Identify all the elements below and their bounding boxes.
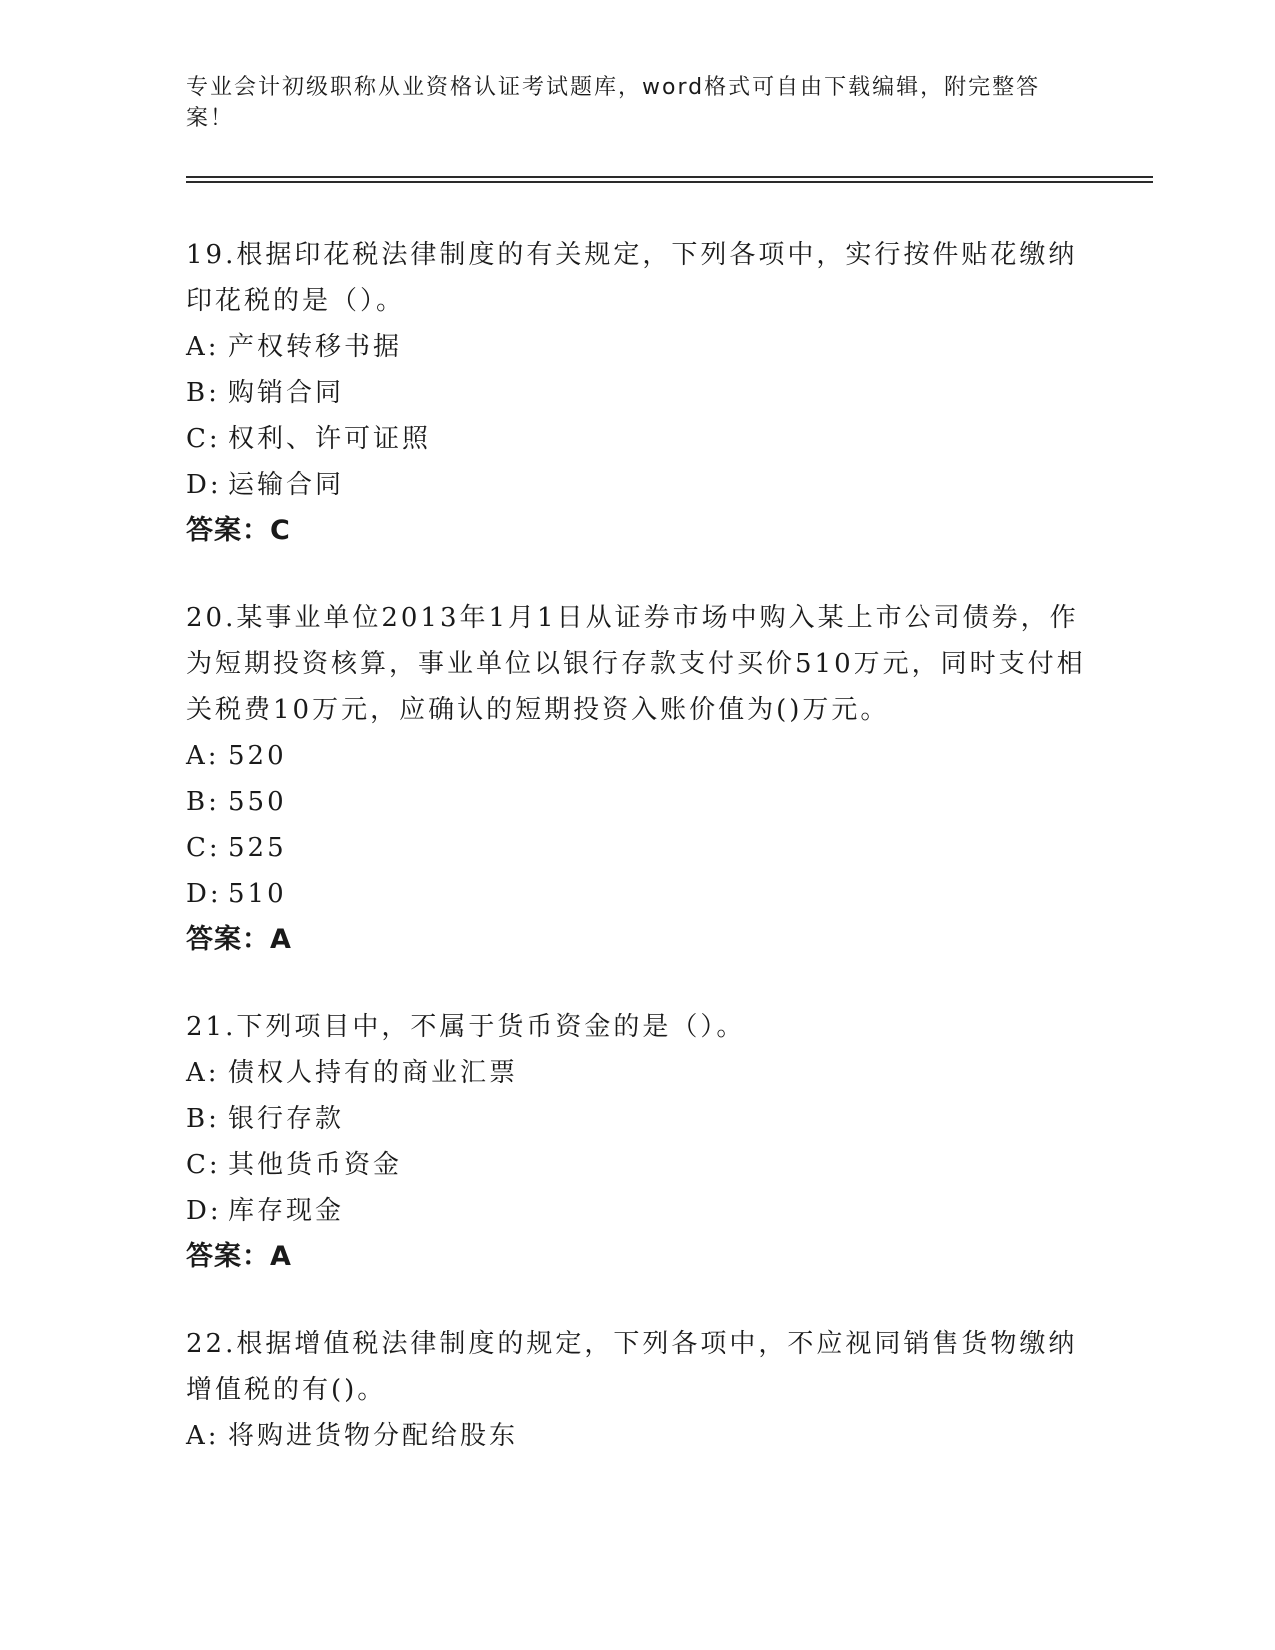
option-a: [186, 733, 1086, 779]
option-a: [186, 1050, 1086, 1096]
question-list: [186, 232, 1086, 1500]
answer: 答案：A: [186, 924, 292, 955]
question-stem: 22.根据增值税法律制度的规定，下列各项中，不应视同销售货物缴纳增值税的有()。: [186, 1329, 1078, 1405]
option-text: 购销合同: [228, 378, 345, 408]
option-letter: D:: [186, 879, 222, 909]
option-a: [186, 324, 1086, 370]
option-letter: C:: [186, 1150, 221, 1180]
question-20: [186, 595, 1086, 963]
option-d: [186, 1188, 1086, 1234]
option-text: 525: [228, 833, 287, 863]
option-b: [186, 779, 1086, 825]
answer: 答案：A: [186, 1241, 292, 1272]
option-text: 其他货币资金: [228, 1150, 403, 1180]
option-d: [186, 871, 1086, 917]
option-text: 510: [228, 879, 287, 909]
question-stem: 19.根据印花税法律制度的有关规定，下列各项中，实行按件贴花缴纳印花税的是（）。: [186, 240, 1078, 316]
option-text: 将购进货物分配给股东: [228, 1421, 519, 1451]
option-a: [186, 1413, 1086, 1459]
option-text: 520: [228, 741, 287, 771]
document-header: 专业会计初级职称从业资格认证考试题库，word格式可自由下载编辑，附完整答案！: [186, 75, 1041, 131]
option-letter: A:: [186, 1058, 220, 1088]
option-b: [186, 1096, 1086, 1142]
option-letter: B:: [186, 787, 220, 817]
option-letter: A:: [186, 332, 220, 362]
option-letter: C:: [186, 833, 221, 863]
option-letter: B:: [186, 378, 220, 408]
question-stem: 20.某事业单位2013年1月1日从证券市场中购入某上市公司债券，作为短期投资核算，事业单位以银行存款支付买价510万元，同时支付相关税费10万元，应确认的短期投资入账价值为()万元。: [186, 603, 1086, 725]
option-text: 银行存款: [228, 1104, 345, 1134]
option-text: 运输合同: [228, 470, 345, 500]
option-c: [186, 416, 1086, 462]
question-stem: 21.下列项目中，不属于货币资金的是（）。: [186, 1012, 746, 1042]
option-letter: A:: [186, 741, 220, 771]
option-letter: C:: [186, 424, 221, 454]
option-letter: A:: [186, 1421, 220, 1451]
option-letter: D:: [186, 1196, 222, 1226]
option-text: 债权人持有的商业汇票: [228, 1058, 519, 1088]
option-text: 产权转移书据: [228, 332, 403, 362]
answer: 答案：C: [186, 515, 291, 546]
option-letter: D:: [186, 470, 222, 500]
header-divider-top: [186, 176, 1153, 178]
option-c: [186, 825, 1086, 871]
option-c: [186, 1142, 1086, 1188]
option-text: 库存现金: [228, 1196, 345, 1226]
option-text: 权利、许可证照: [228, 424, 432, 454]
option-d: [186, 462, 1086, 508]
header-divider-bottom: [186, 181, 1153, 183]
question-22: [186, 1321, 1086, 1459]
option-letter: B:: [186, 1104, 220, 1134]
option-text: 550: [228, 787, 287, 817]
option-b: [186, 370, 1086, 416]
question-19: [186, 232, 1086, 554]
question-21: [186, 1004, 1086, 1280]
